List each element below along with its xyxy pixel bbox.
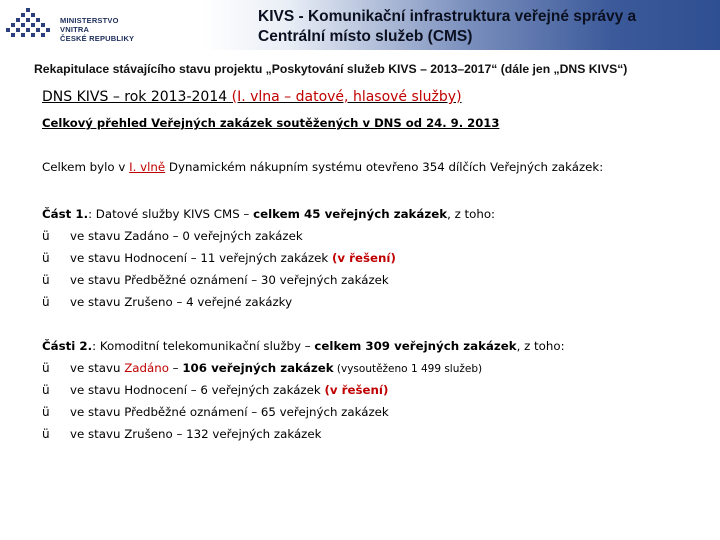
- title-line-1: KIVS - Komunikační infrastruktura veřejné správy a: [258, 8, 637, 25]
- logo-grid-icon: [6, 8, 52, 40]
- part1-heading: Část 1.: Datové služby KIVS CMS – celkem 45 veřejných zakázek, z toho:: [42, 207, 496, 221]
- list-item: ü ve stavu Zrušeno – 4 veřejné zakázky: [42, 291, 396, 313]
- list-item: ü ve stavu Hodnocení – 11 veřejných zakázek (v řešení): [42, 247, 396, 269]
- overview-heading: Celkový přehled Veřejných zakázek soutěžených v DNS od 24. 9. 2013: [42, 116, 500, 130]
- part2-list: [42, 357, 482, 445]
- list-item: ü ve stavu Hodnocení – 6 veřejných zakázek (v řešení): [42, 379, 482, 401]
- check-icon: ü: [42, 405, 50, 419]
- list-item: ü ve stavu Předběžné oznámení – 30 veřejných zakázek: [42, 269, 396, 291]
- list-item: ü ve stavu Zrušeno – 132 veřejných zakázek: [42, 423, 482, 445]
- ministry-logo: [6, 6, 146, 42]
- check-icon: ü: [42, 273, 50, 287]
- check-icon: ü: [42, 383, 50, 397]
- list-item: ü ve stavu Zadáno – 0 veřejných zakázek: [42, 225, 396, 247]
- check-icon: ü: [42, 251, 50, 265]
- title-line-2: Centrální místo služeb (CMS): [258, 28, 473, 45]
- header-bar: [0, 0, 720, 50]
- subtitle: Rekapitulace stávajícího stavu projektu „Poskytování služeb KIVS – 2013–2017“ (dále jen „DNS KIVS“): [34, 62, 628, 76]
- list-item: ü ve stavu Předběžné oznámení – 65 veřejných zakázek: [42, 401, 482, 423]
- list-item: ü ve stavu Zadáno – 106 veřejných zakázek (vysoutěženo 1 499 služeb): [42, 357, 482, 379]
- check-icon: ü: [42, 295, 50, 309]
- part2-heading: Části 2.: Komoditní telekomunikační služby – celkem 309 veřejných zakázek, z toho:: [42, 339, 565, 353]
- part1-list: [42, 225, 396, 313]
- check-icon: ü: [42, 229, 50, 243]
- slide-title: [258, 7, 718, 47]
- check-icon: ü: [42, 361, 50, 375]
- section-heading: DNS KIVS – rok 2013-2014 (I. vlna – datové, hlasové služby): [42, 89, 462, 105]
- intro-paragraph: Celkem bylo v I. vlně Dynamickém nákupním systému otevřeno 354 dílčích Veřejných zakázek:: [42, 160, 604, 174]
- check-icon: ü: [42, 427, 50, 441]
- logo-text: MINISTERSTVO VNITRA ČESKÉ REPUBLIKY: [60, 16, 135, 43]
